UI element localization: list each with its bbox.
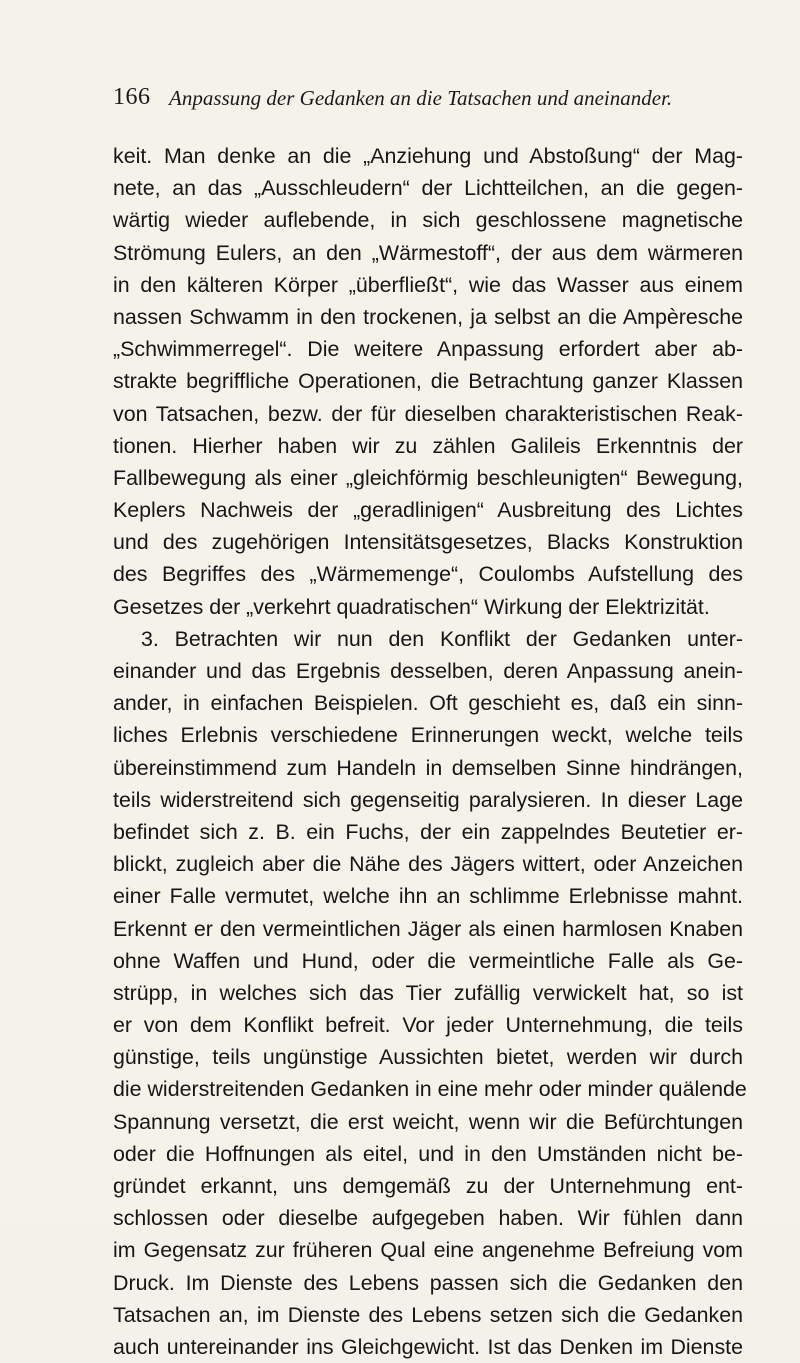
- text-line: nete, an das „Ausschleudern“ der Lichtteilchen, an die gegen-: [113, 176, 743, 201]
- text-line: Druck. Im Dienste des Lebens passen sich die Gedanken den: [113, 1270, 743, 1295]
- text-line: im Gegensatz zur früheren Qual eine angenehme Befreiung vom: [113, 1238, 743, 1263]
- text-line: strakte begriffliche Operationen, die Betrachtung ganzer Klassen: [113, 369, 743, 394]
- text-line: Erkennt er den vermeintlichen Jäger als einen harmlosen Knaben: [113, 916, 743, 941]
- page-header: [113, 84, 733, 118]
- text-line: Tatsachen an, im Dienste des Lebens setzen sich die Gedanken: [113, 1302, 743, 1327]
- text-line: strüpp, in welches sich das Tier zufällig verwickelt hat, so ist: [113, 980, 743, 1005]
- body-text: [113, 140, 747, 1363]
- section-start-line: 3. Betrachten wir nun den Konflikt der Gedanken unter-: [141, 626, 743, 651]
- text-line: oder die Hoffnungen als eitel, und in den Umständen nicht be-: [113, 1141, 743, 1166]
- text-line: befindet sich z. B. ein Fuchs, der ein zappelndes Beutetier er-: [113, 819, 743, 844]
- text-line: schlossen oder dieselbe aufgegeben haben. Wir fühlen dann: [113, 1206, 743, 1231]
- text-line: Fallbewegung als einer „gleichförmig beschleunigten“ Bewegung,: [113, 465, 743, 490]
- text-line: des Begriffes des „Wärmemenge“, Coulombs Aufstellung des: [113, 562, 743, 587]
- text-line: Strömung Eulers, an den „Wärmestoff“, der aus dem wärmeren: [113, 240, 743, 265]
- text-line: liches Erlebnis verschiedene Erinnerungen weckt, welche teils: [113, 723, 743, 748]
- text-line: „Schwimmerregel“. Die weitere Anpassung erfordert aber ab-: [113, 337, 743, 362]
- text-line: günstige, teils ungünstige Aussichten bietet, werden wir durch: [113, 1045, 743, 1070]
- text-line: in den kälteren Körper „überfließt“, wie das Wasser aus einem: [113, 272, 743, 297]
- text-line: einer Falle vermutet, welche ihn an schlimme Erlebnisse mahnt.: [113, 884, 743, 909]
- text-line: Gesetzes der „verkehrt quadratischen“ Wirkung der Elektrizität.: [113, 594, 710, 619]
- text-line: und des zugehörigen Intensitätsgesetzes, Blacks Konstruktion: [113, 530, 743, 555]
- text-line: Keplers Nachweis der „geradlinigen“ Ausbreitung des Lichtes: [113, 498, 743, 523]
- text-line: tionen. Hierher haben wir zu zählen Galileis Erkenntnis der: [113, 433, 743, 458]
- text-line: teils widerstreitend sich gegenseitig paralysieren. In dieser Lage: [113, 787, 743, 812]
- text-line: von Tatsachen, bezw. der für dieselben charakteristischen Reak-: [113, 401, 743, 426]
- text-line: keit. Man denke an die „Anziehung und Abstoßung“ der Mag-: [113, 144, 743, 168]
- text-line: er von dem Konflikt befreit. Vor jeder Unternehmung, die teils: [113, 1013, 743, 1038]
- text-line: Spannung versetzt, die erst weicht, wenn wir die Befürchtungen: [113, 1109, 743, 1134]
- text-line: auch untereinander ins Gleichgewicht. Ist das Denken im Dienste: [113, 1334, 743, 1359]
- text-line: nassen Schwamm in den trockenen, ja selbst an die Ampèresche: [113, 304, 743, 329]
- text-line: gründet erkannt, uns demgemäß zu der Unternehmung ent-: [113, 1174, 743, 1198]
- text-line: einander und das Ergebnis desselben, deren Anpassung anein-: [113, 659, 743, 683]
- text-line: ohne Waffen und Hund, oder die vermeintliche Falle als Ge-: [113, 948, 743, 973]
- text-line: die widerstreitenden Gedanken in eine mehr oder minder quälende: [113, 1077, 747, 1102]
- text-line: blickt, zugleich aber die Nähe des Jägers wittert, oder Anzeichen: [113, 852, 743, 877]
- running-title: Anpassung der Gedanken an die Tatsachen und aneinander.: [169, 86, 673, 110]
- page-number: 166: [113, 84, 151, 110]
- text-line: wärtig wieder auflebende, in sich geschlossene magnetische: [113, 208, 743, 233]
- text-line: ander, in einfachen Beispielen. Oft geschieht es, daß ein sinn-: [113, 691, 743, 716]
- text-line: übereinstimmend zum Handeln in demselben Sinne hindrängen,: [113, 755, 743, 780]
